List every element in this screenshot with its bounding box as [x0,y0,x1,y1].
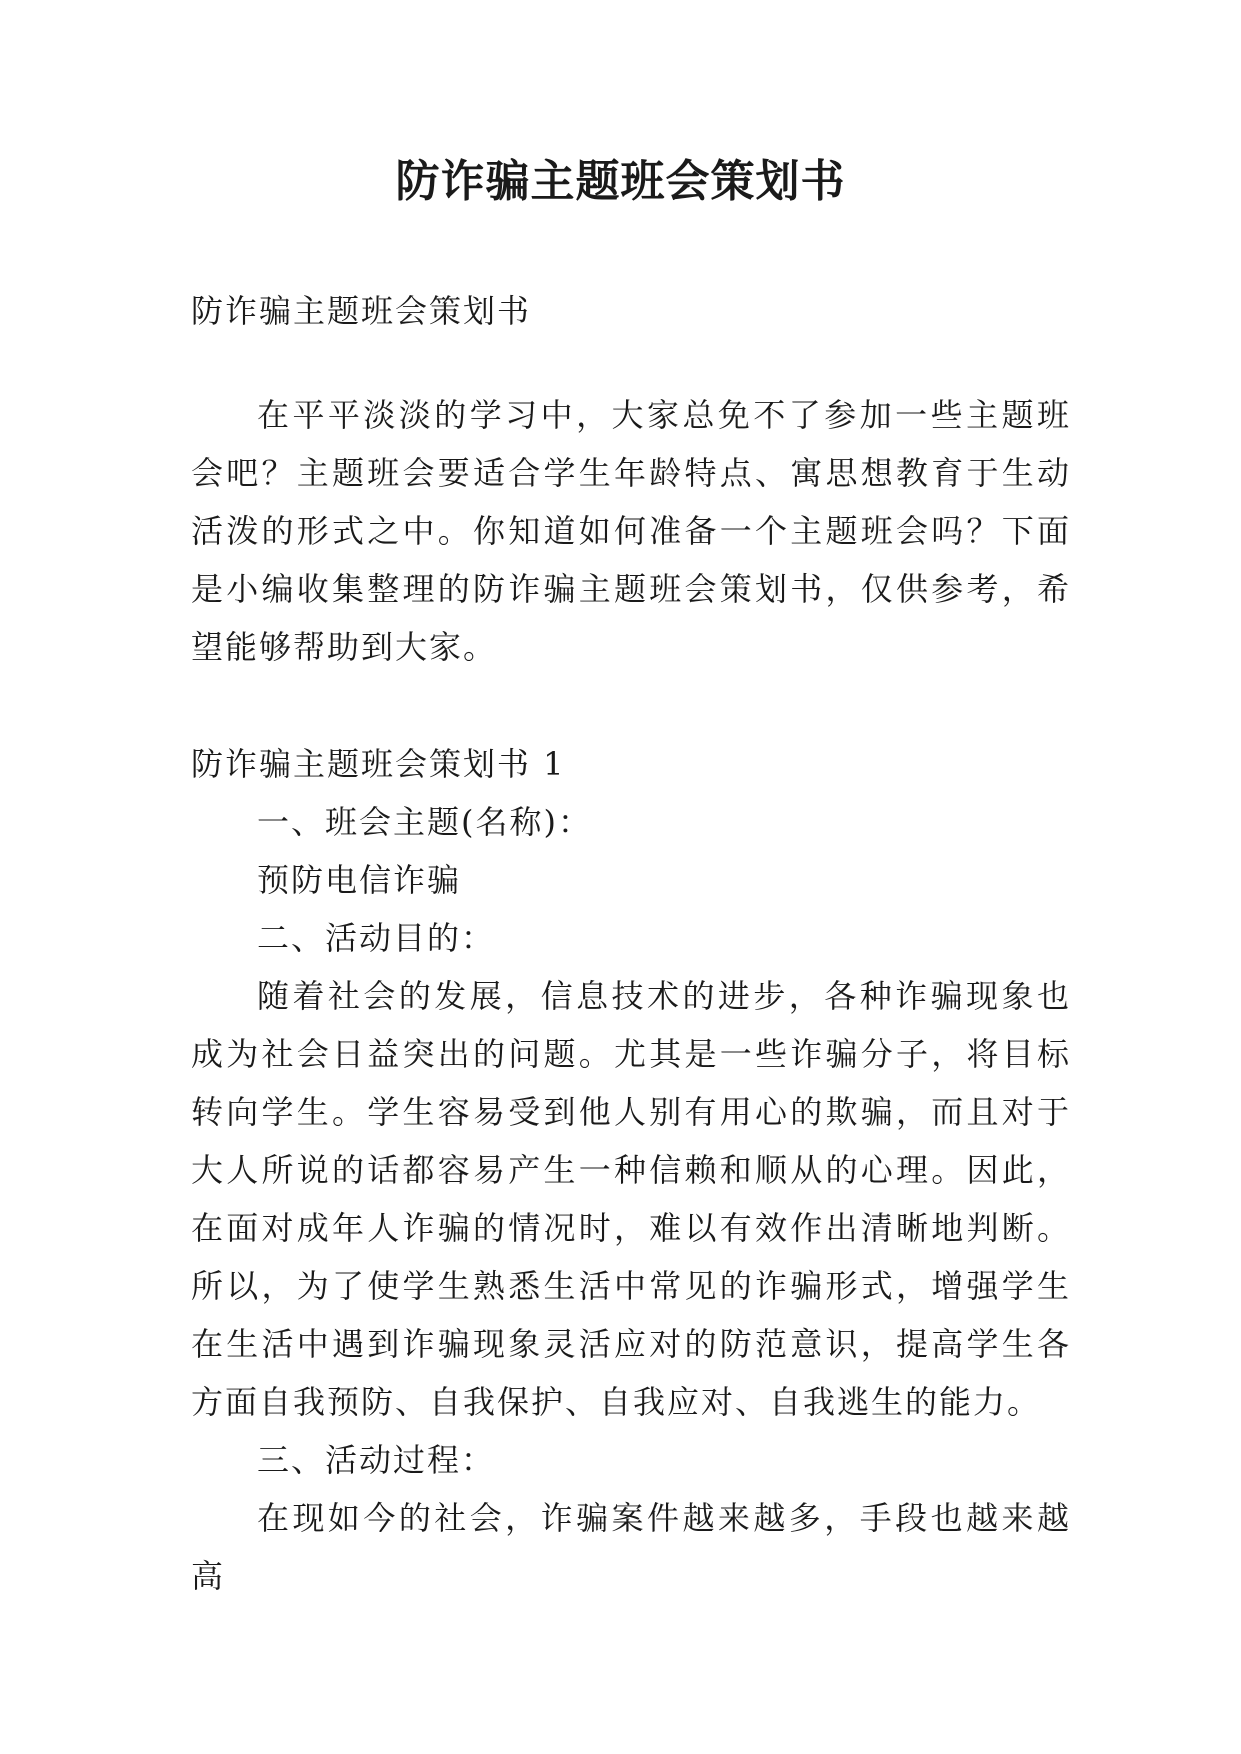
activity-process-paragraph: 在现如今的社会，诈骗案件越来越多，手段也越来越高 [191,1499,1071,1595]
activity-purpose-paragraph: 随着社会的发展，信息技术的进步，各种诈骗现象也成为社会日益突出的问题。尤其是一些诈骗分子，将目标转向学生。学生容易受到他人别有用心的欺骗，而且对于大人所说的话都容易产生一种信赖和顺从的心理。因此，在面对成年人诈骗的情况时，难以有效作出清晰地判断。所以，为了使学生熟悉生活中常见的诈骗形式，增强学生在生活中遇到诈骗现象灵活应对的防范意识，提高学生各方面自我预防、自我保护、自我应对、自我逃生的能力。 [191,977,1071,1421]
document-subtitle: 防诈骗主题班会策划书 [191,292,532,330]
activity-purpose-heading: 二、活动目的： [257,919,496,957]
document-title: 防诈骗主题班会策划书 [395,156,846,207]
intro-paragraph: 在平平淡淡的学习中，大家总免不了参加一些主题班会吧？主题班会要适合学生年龄特点、寓思想教育于生动活泼的形式之中。你知道如何准备一个主题班会吗？下面是小编收集整理的防诈骗主题班会策划书，仅供参考，希望能够帮助到大家。 [191,396,1071,666]
activity-process-heading: 三、活动过程： [257,1441,496,1479]
document-body [191,286,1071,1605]
section-heading: 防诈骗主题班会策划书 1 [191,745,566,783]
meeting-theme-heading: 一、班会主题(名称)： [257,803,592,841]
meeting-theme-value: 预防电信诈骗 [257,861,462,899]
